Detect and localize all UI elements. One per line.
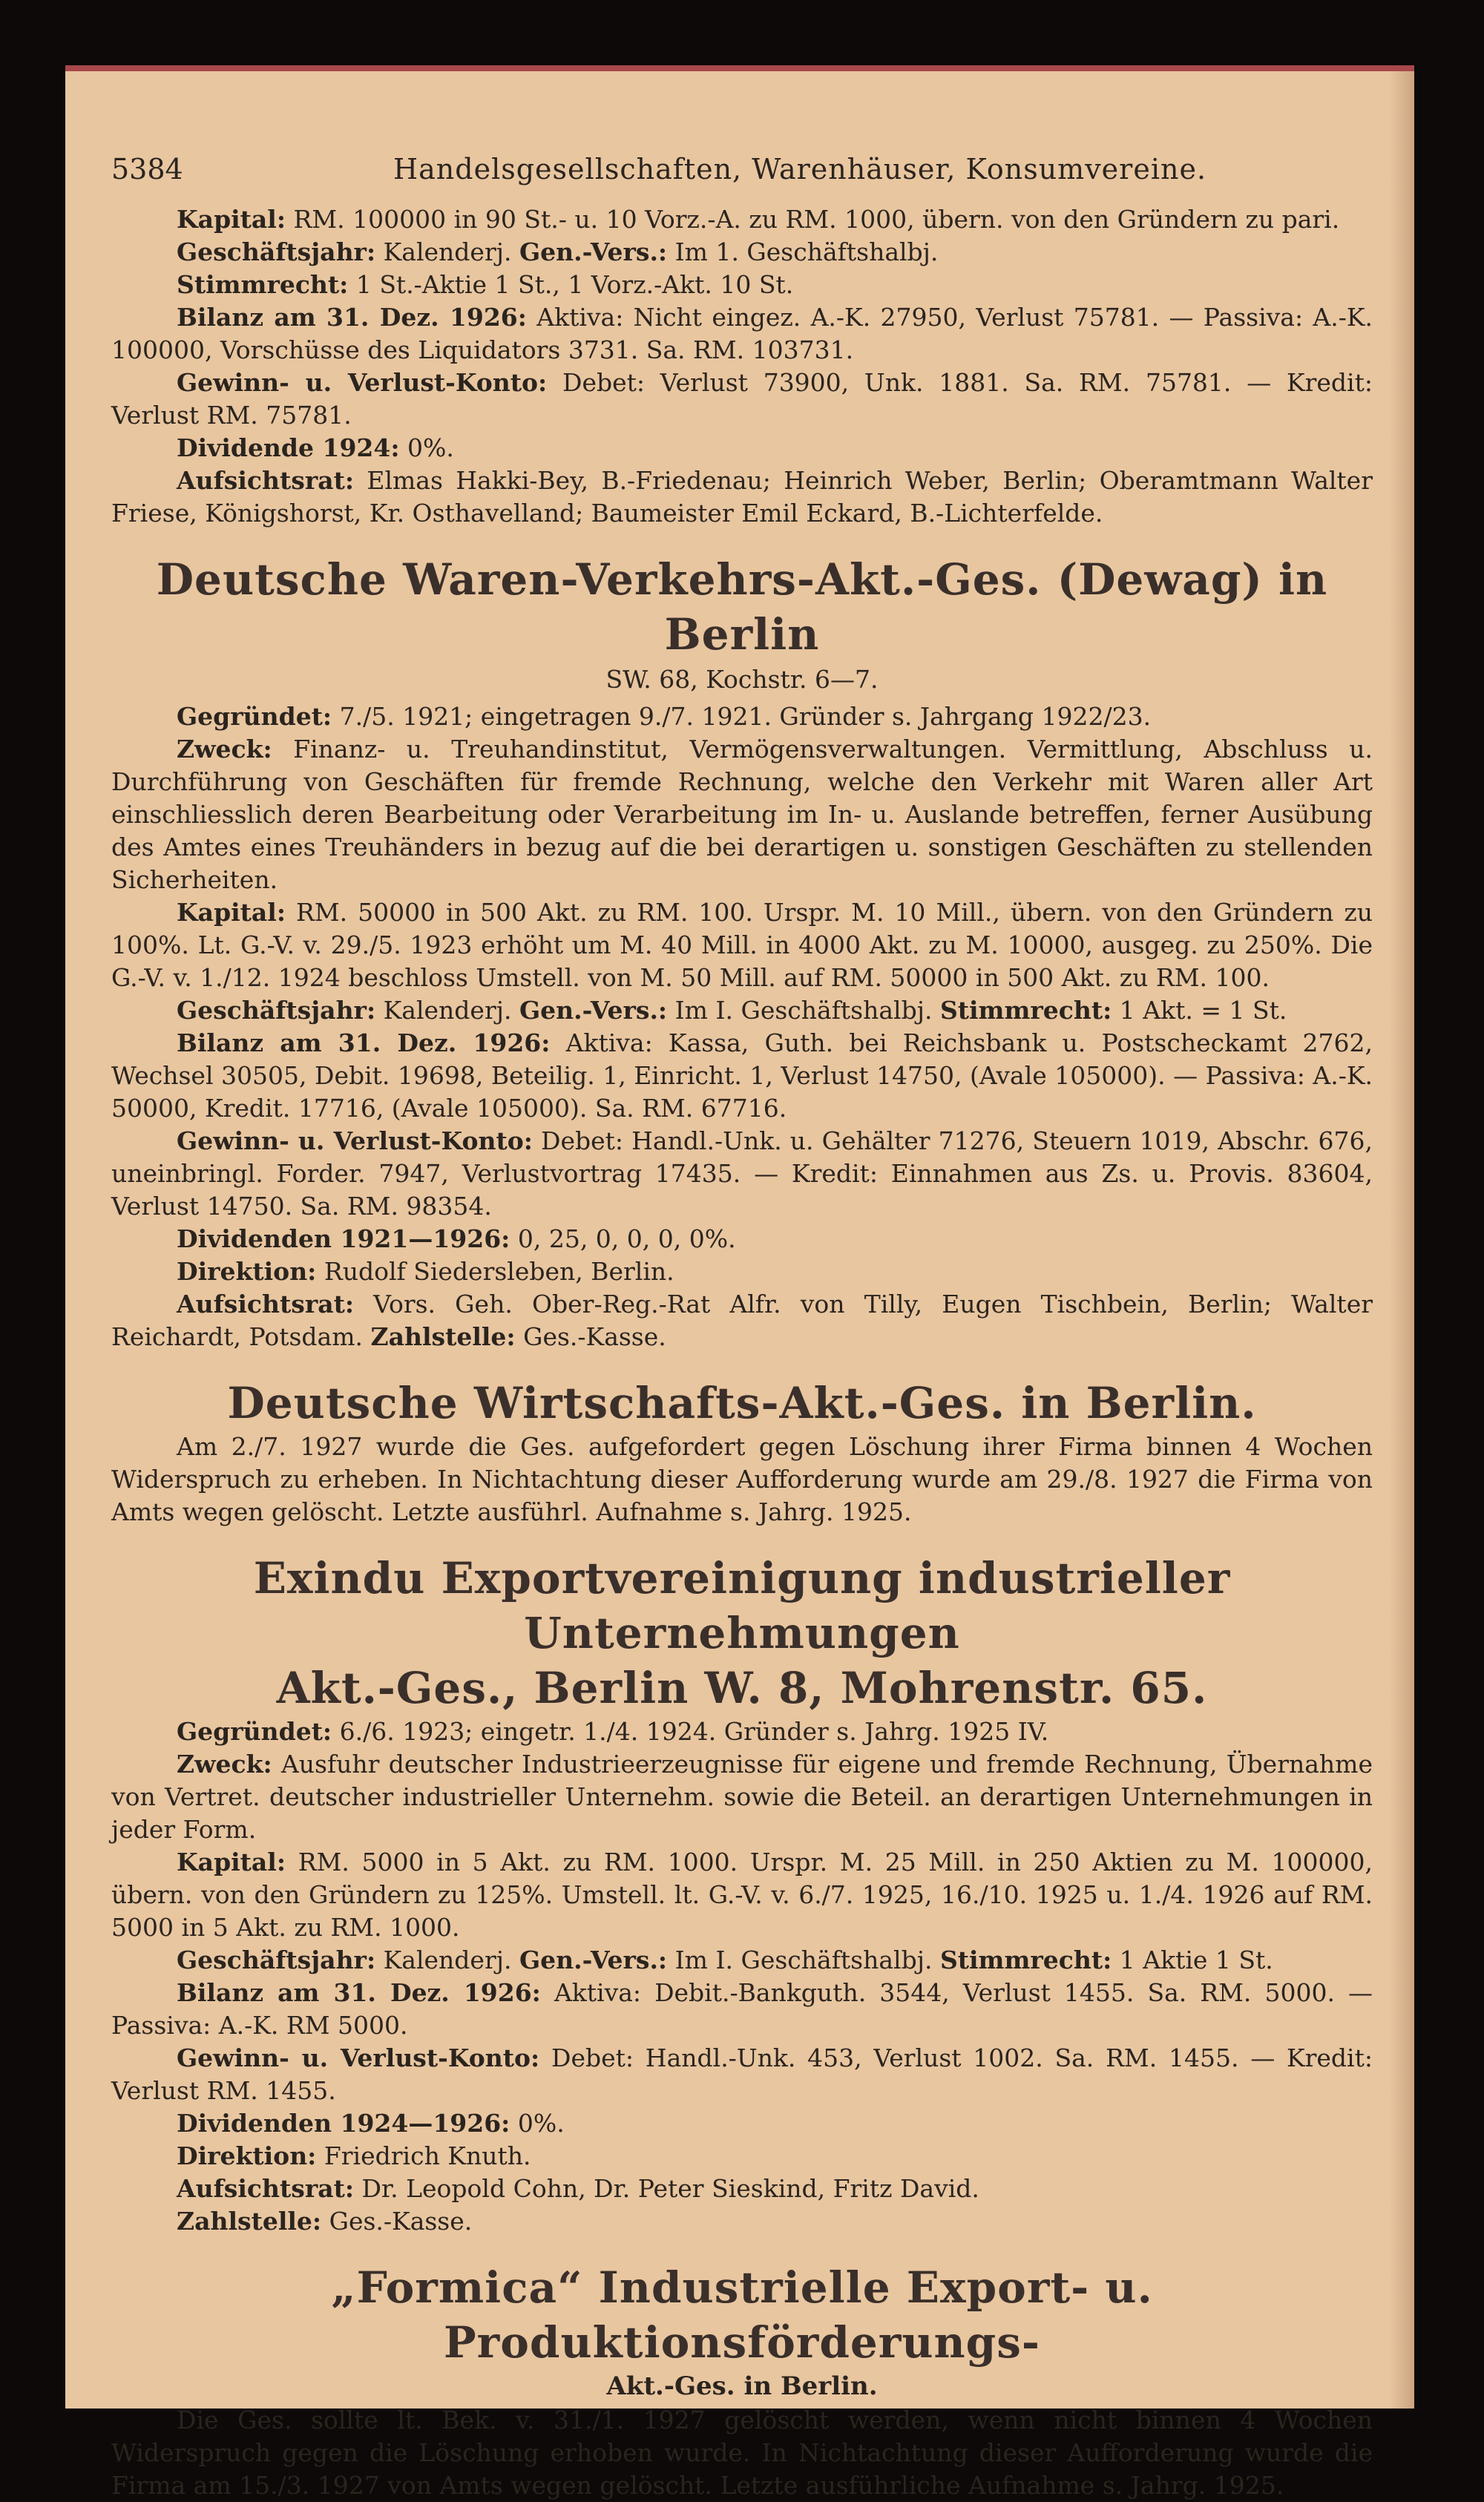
entry-aufsichtsrat: Aufsichtsrat: Elmas Hakki-Bey, B.-Friedenau; Heinrich Weber, Berlin; Oberamtmann Walter Friese, Königshorst, Kr. Osthavelland; Baumeister Emil Eckard, B.-Lichterfelde. [111,466,1373,528]
dewag-address: SW. 68, Kochstr. 6—7. [605,665,879,694]
book-page [65,65,1414,2500]
dewag-gewinn-verlust: Gewinn- u. Verlust-Konto: Debet: Handl.-Unk. u. Gehälter 71276, Steuern 1019, Abschr. 676, uneinbringl. Forder. 7947, Verlustvortrag 17435. — Kredit: Einnahmen aus Zs. u. Provis. 83604, Verlust 14750. Sa. RM. 98354. [111,1126,1373,1221]
exindu-title-line1: Exindu Exportvereinigung industrieller Unternehmungen [253,1553,1231,1658]
entry-stimmrecht: Stimmrecht: 1 St.-Aktie 1 St., 1 Vorz.-Akt. 10 St. [177,270,794,299]
dwag-text: Am 2./7. 1927 wurde die Ges. aufgefordert gegen Löschung ihrer Firma binnen 4 Wochen Widerspruch zu erheben. In Nichtachtung dieser Aufforderung wurde am 29./8. 1927 die Firma von Amts wegen gelöscht. Letzte ausführl. Aufnahme s. Jahrg. 1925. [111,1432,1373,1526]
entry-gewinn-verlust: Gewinn- u. Verlust-Konto: Debet: Verlust 73900, Unk. 1881. Sa. RM. 75781. — Kredit: Verlust RM. 75781. [111,368,1373,430]
exindu-title-line2: Akt.-Ges., Berlin W. 8, Mohrenstr. 65. [276,1663,1208,1713]
page-header [111,153,1373,185]
dewag-title: Deutsche Waren-Verkehrs-Akt.-Ges. (Dewag) in Berlin [156,554,1328,660]
page-content [111,153,1373,2502]
entry-geschaeftsjahr: Geschäftsjahr: Kalenderj. Gen.-Vers.: Im 1. Geschäftshalbj. [177,237,939,266]
entry-bilanz: Bilanz am 31. Dez. 1926: Aktiva: Nicht eingez. A.-K. 27950, Verlust 75781. — Passiva: A.-K. 100000, Vorschüsse des Liquidators 3731. Sa. RM. 103731. [111,303,1373,364]
exindu-zahlstelle: Zahlstelle: Ges.-Kasse. [177,2207,473,2236]
exindu-gegruendet: Gegründet: 6./6. 1923; eingetr. 1./4. 1924. Gründer s. Jahrg. 1925 IV. [177,1717,1049,1746]
entry-dividende: Dividende 1924: 0%. [177,433,454,462]
exindu-geschaeftsjahr: Geschäftsjahr: Kalenderj. Gen.-Vers.: Im I. Geschäftshalbj. Stimmrecht: 1 Aktie 1 St. [177,1946,1273,1974]
dewag-direktion: Direktion: Rudolf Siedersleben, Berlin. [177,1257,674,1286]
exindu-dividenden: Dividenden 1924—1926: 0%. [177,2109,565,2138]
exindu-zweck: Zweck: Ausfuhr deutscher Industrieerzeugnisse für eigene und fremde Rechnung, Übernahme von Vertret. deutscher industrieller Unternehm. sowie die Beteil. an derartigen Unternehmungen in jeder Form. [111,1750,1373,1844]
dwag-title: Deutsche Wirtschafts-Akt.-Ges. in Berlin. [227,1378,1257,1428]
exindu-aufsichtsrat: Aufsichtsrat: Dr. Leopold Cohn, Dr. Peter Sieskind, Fritz David. [177,2174,979,2203]
dewag-kapital: Kapital: RM. 50000 in 500 Akt. zu RM. 100. Urspr. M. 10 Mill., übern. von den Gründern zu 100%. Lt. G.-V. v. 29./5. 1923 erhöht um M. 40 Mill. in 4000 Akt. zu M. 10000, ausgeg. zu 250%. Die G.-V. v. 1./12. 1924 beschloss Umstell. von M. 50 Mill. auf RM. 50000 in 500 Akt. zu RM. 100. [111,898,1373,992]
dewag-zweck: Zweck: Finanz- u. Treuhandinstitut, Vermögensverwaltungen. Vermittlung, Abschluss u. Durchführung von Geschäften für fremde Rechnung, welche den Verkehr mit Waren aller Art einschliesslich deren Bearbeitung oder Verarbeitung im In- u. Auslande betreffen, ferner Ausübung des Amtes eines Treuhänders in bezug auf die bei derartigen u. sonstigen Geschäften zu stellenden Sicherheiten. [111,735,1373,894]
entry-kapital: Kapital: RM. 100000 in 90 St.- u. 10 Vorz.-A. zu RM. 1000, übern. von den Gründern zu pari. [177,205,1340,234]
dewag-dividenden: Dividenden 1921—1926: 0, 25, 0, 0, 0, 0%. [177,1224,736,1253]
section-dewag [111,552,1373,1353]
dewag-gegruendet: Gegründet: 7./5. 1921; eingetragen 9./7. 1921. Gründer s. Jahrgang 1922/23. [177,702,1152,731]
formica-text: Die Ges. sollte lt. Bek. v. 31./1. 1927 gelöscht werden, wenn nicht binnen 4 Wochen Widerspruch gegen die Löschung erhoben wurde. In Nichtachtung dieser Aufforderung wurde die Firma am 15./3. 1927 von Amts wegen gelöscht. Letzte ausführliche Aufnahme s. Jahrg. 1925. [111,2406,1373,2500]
page-edge-shadow [1389,71,1414,2409]
section-dwag [111,1376,1373,1529]
running-title: Handelsgesellschaften, Warenhäuser, Konsumvereine. [393,153,1207,185]
dewag-geschaeftsjahr: Geschäftsjahr: Kalenderj. Gen.-Vers.: Im I. Geschäftshalbj. Stimmrecht: 1 Akt. = 1 St. [177,996,1287,1025]
exindu-direktion: Direktion: Friedrich Knuth. [177,2141,531,2170]
formica-subtitle: Akt.-Ges. in Berlin. [606,2371,878,2401]
section-exindu [111,1551,1373,2238]
dewag-aufsichtsrat: Aufsichtsrat: Vors. Geh. Ober-Reg.-Rat Alfr. von Tilly, Eugen Tischbein, Berlin; Walter Reichardt, Potsdam. Zahlstelle: Ges.-Kasse. [111,1290,1373,1351]
exindu-kapital: Kapital: RM. 5000 in 5 Akt. zu RM. 1000. Urspr. M. 25 Mill. in 250 Aktien zu M. 100000, übern. von den Gründern zu 125%. Umstell. lt. G.-V. v. 6./7. 1925, 16./10. 1925 u. 1./4. 1926 auf RM. 5000 in 5 Akt. zu RM. 1000. [111,1848,1373,1942]
section-formica [111,2260,1373,2502]
top-entries [111,203,1373,530]
dewag-bilanz: Bilanz am 31. Dez. 1926: Aktiva: Kassa, Guth. bei Reichsbank u. Postscheckamt 2762, Wechsel 30505, Debit. 19698, Beteilig. 1, Einricht. 1, Verlust 14750, (Avale 105000). — Passiva: A.-K. 50000, Kredit. 17716, (Avale 105000). Sa. RM. 67716. [111,1028,1373,1123]
exindu-bilanz: Bilanz am 31. Dez. 1926: Aktiva: Debit.-Bankguth. 3544, Verlust 1455. Sa. RM. 5000. — Passiva: A.-K. RM 5000. [111,1978,1373,2040]
formica-title: „Formica“ Industrielle Export- u. Produktionsförderungs- [331,2262,1153,2368]
page-number: 5384 [111,153,183,185]
exindu-gewinn-verlust: Gewinn- u. Verlust-Konto: Debet: Handl.-Unk. 453, Verlust 1002. Sa. RM. 1455. — Kredit: Verlust RM. 1455. [111,2043,1373,2105]
